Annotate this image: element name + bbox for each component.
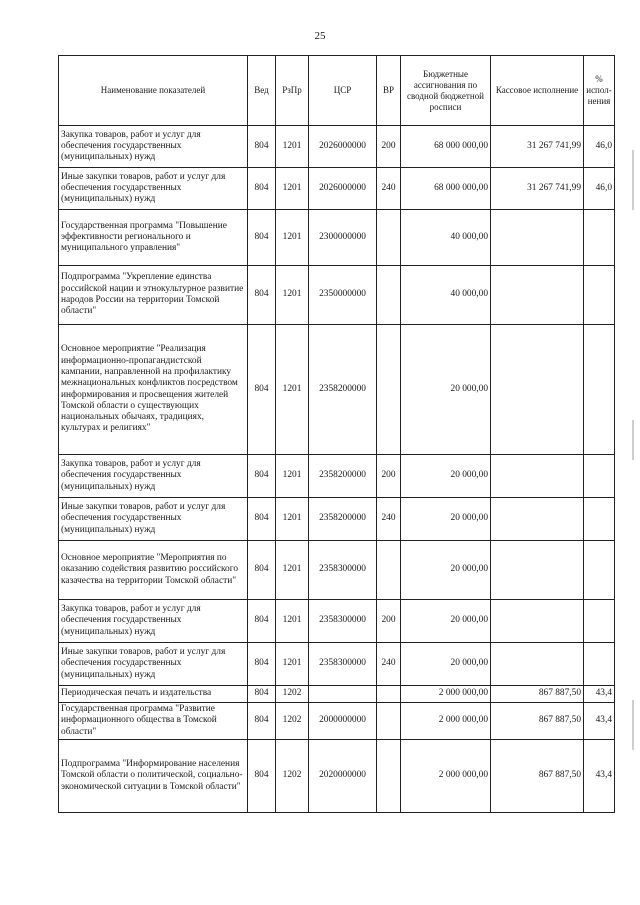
scan-edge-mark [632, 150, 634, 210]
cell-csr [309, 686, 377, 703]
table-row [59, 541, 615, 600]
cell-cash: 867 887,50 [491, 703, 584, 740]
cell-cash [491, 455, 584, 498]
cell-vr: 200 [377, 600, 401, 643]
cell-vr [377, 739, 401, 812]
cell-vr: 200 [377, 455, 401, 498]
cell-rzpr: 1201 [276, 168, 309, 210]
cell-percent [584, 541, 615, 600]
page-number: 25 [314, 30, 326, 42]
cell-csr: 2000000000 [309, 703, 377, 740]
cell-vr: 240 [377, 168, 401, 210]
cell-cash [491, 600, 584, 643]
cell-ved: 804 [248, 325, 276, 455]
cell-csr: 2358300000 [309, 541, 377, 600]
cell-budget: 68 000 000,00 [401, 126, 491, 168]
cell-csr: 2026000000 [309, 168, 377, 210]
table-header-row [59, 56, 615, 126]
cell-budget: 20 000,00 [401, 455, 491, 498]
cell-csr: 2358200000 [309, 455, 377, 498]
cell-budget: 20 000,00 [401, 600, 491, 643]
cell-ved: 804 [248, 455, 276, 498]
header-cash: Кассовое исполнение [491, 56, 584, 126]
cell-vr [377, 703, 401, 740]
cell-cash [491, 498, 584, 541]
cell-rzpr: 1201 [276, 266, 309, 325]
cell-budget: 20 000,00 [401, 325, 491, 455]
cell-ved: 804 [248, 266, 276, 325]
cell-rzpr: 1201 [276, 126, 309, 168]
table-row [59, 325, 615, 455]
table-row [59, 126, 615, 168]
cell-rzpr: 1202 [276, 739, 309, 812]
cell-csr: 2350000000 [309, 266, 377, 325]
cell-budget: 40 000,00 [401, 210, 491, 266]
cell-vr [377, 266, 401, 325]
cell-name: Периодическая печать и издательства [59, 686, 248, 703]
cell-rzpr: 1201 [276, 325, 309, 455]
cell-percent [584, 210, 615, 266]
cell-name: Иные закупки товаров, работ и услуг для обеспечения государственных (муниципальных) нужд [59, 498, 248, 541]
cell-rzpr: 1202 [276, 703, 309, 740]
header-rzpr: РзПр [276, 56, 309, 126]
cell-cash [491, 325, 584, 455]
header-percent: % испол-нения [584, 56, 615, 126]
cell-cash [491, 266, 584, 325]
header-vr: ВР [377, 56, 401, 126]
cell-rzpr: 1201 [276, 498, 309, 541]
cell-percent [584, 266, 615, 325]
cell-vr [377, 541, 401, 600]
cell-budget: 2 000 000,00 [401, 703, 491, 740]
cell-vr [377, 686, 401, 703]
cell-name: Основное мероприятие "Реализация информационно-пропагандистской кампании, направленной на профилактику межнациональных конфликтов посредством информирования и просвещения жителей Томской области о существующих национальных обычаях, традициях, культурах и религиях" [59, 325, 248, 455]
cell-csr: 2300000000 [309, 210, 377, 266]
cell-percent: 43,4 [584, 703, 615, 740]
cell-name: Государственная программа "Развитие информационного общества в Томской области" [59, 703, 248, 740]
cell-cash [491, 541, 584, 600]
cell-rzpr: 1201 [276, 541, 309, 600]
cell-name: Основное мероприятие "Мероприятия по оказанию содействия развитию российского казачества на территории Томской области" [59, 541, 248, 600]
cell-rzpr: 1201 [276, 600, 309, 643]
table-row [59, 739, 615, 812]
scan-edge-mark [632, 700, 634, 750]
table-row [59, 600, 615, 643]
cell-csr: 2358200000 [309, 325, 377, 455]
header-csr: ЦСР [309, 56, 377, 126]
cell-budget: 68 000 000,00 [401, 168, 491, 210]
cell-rzpr: 1201 [276, 455, 309, 498]
cell-name: Иные закупки товаров, работ и услуг для обеспечения государственных (муниципальных) нужд [59, 643, 248, 686]
cell-percent [584, 643, 615, 686]
cell-budget: 20 000,00 [401, 541, 491, 600]
cell-rzpr: 1201 [276, 210, 309, 266]
cell-ved: 804 [248, 498, 276, 541]
cell-ved: 804 [248, 703, 276, 740]
cell-rzpr: 1202 [276, 686, 309, 703]
cell-name: Иные закупки товаров, работ и услуг для обеспечения государственных (муниципальных) нужд [59, 168, 248, 210]
table-row [59, 643, 615, 686]
cell-budget: 20 000,00 [401, 498, 491, 541]
cell-cash: 867 887,50 [491, 686, 584, 703]
table-row [59, 686, 615, 703]
cell-vr: 240 [377, 498, 401, 541]
table-row [59, 168, 615, 210]
cell-csr: 2358200000 [309, 498, 377, 541]
table-row [59, 266, 615, 325]
cell-vr [377, 210, 401, 266]
cell-ved: 804 [248, 686, 276, 703]
cell-cash [491, 643, 584, 686]
cell-percent [584, 498, 615, 541]
scan-edge-mark [632, 420, 634, 460]
cell-csr: 2358300000 [309, 600, 377, 643]
cell-ved: 804 [248, 210, 276, 266]
cell-percent [584, 600, 615, 643]
cell-name: Закупка товаров, работ и услуг для обеспечения государственных (муниципальных) нужд [59, 600, 248, 643]
cell-ved: 804 [248, 168, 276, 210]
header-ved: Вед [248, 56, 276, 126]
cell-budget: 20 000,00 [401, 643, 491, 686]
cell-ved: 804 [248, 739, 276, 812]
cell-cash: 31 267 741,99 [491, 168, 584, 210]
cell-vr: 200 [377, 126, 401, 168]
cell-name: Подпрограмма "Информирование населения Томской области о политической, социально-экономической ситуации в Томской области" [59, 739, 248, 812]
cell-budget: 2 000 000,00 [401, 686, 491, 703]
cell-percent: 43,4 [584, 739, 615, 812]
cell-ved: 804 [248, 126, 276, 168]
cell-name: Закупка товаров, работ и услуг для обеспечения государственных (муниципальных) нужд [59, 126, 248, 168]
cell-name: Подпрограмма "Укрепление единства российской нации и этнокультурное развитие народов России на территории Томской области" [59, 266, 248, 325]
cell-cash [491, 210, 584, 266]
cell-percent [584, 455, 615, 498]
cell-budget: 2 000 000,00 [401, 739, 491, 812]
table-row [59, 703, 615, 740]
budget-execution-table [58, 55, 615, 813]
cell-name: Закупка товаров, работ и услуг для обеспечения государственных (муниципальных) нужд [59, 455, 248, 498]
cell-vr: 240 [377, 643, 401, 686]
cell-csr: 2020000000 [309, 739, 377, 812]
table-row [59, 455, 615, 498]
table-row [59, 498, 615, 541]
cell-csr: 2026000000 [309, 126, 377, 168]
header-name: Наименование показателей [59, 56, 248, 126]
cell-percent: 43,4 [584, 686, 615, 703]
cell-rzpr: 1201 [276, 643, 309, 686]
cell-percent: 46,0 [584, 168, 615, 210]
header-budget: Бюджетные ассигнования по сводной бюджетной росписи [401, 56, 491, 126]
cell-ved: 804 [248, 643, 276, 686]
cell-percent [584, 325, 615, 455]
cell-budget: 40 000,00 [401, 266, 491, 325]
cell-name: Государственная программа "Повышение эффективности регионального и муниципального управления" [59, 210, 248, 266]
cell-ved: 804 [248, 541, 276, 600]
cell-percent: 46,0 [584, 126, 615, 168]
cell-cash: 867 887,50 [491, 739, 584, 812]
cell-vr [377, 325, 401, 455]
cell-ved: 804 [248, 600, 276, 643]
table-row [59, 210, 615, 266]
cell-csr: 2358300000 [309, 643, 377, 686]
cell-cash: 31 267 741,99 [491, 126, 584, 168]
